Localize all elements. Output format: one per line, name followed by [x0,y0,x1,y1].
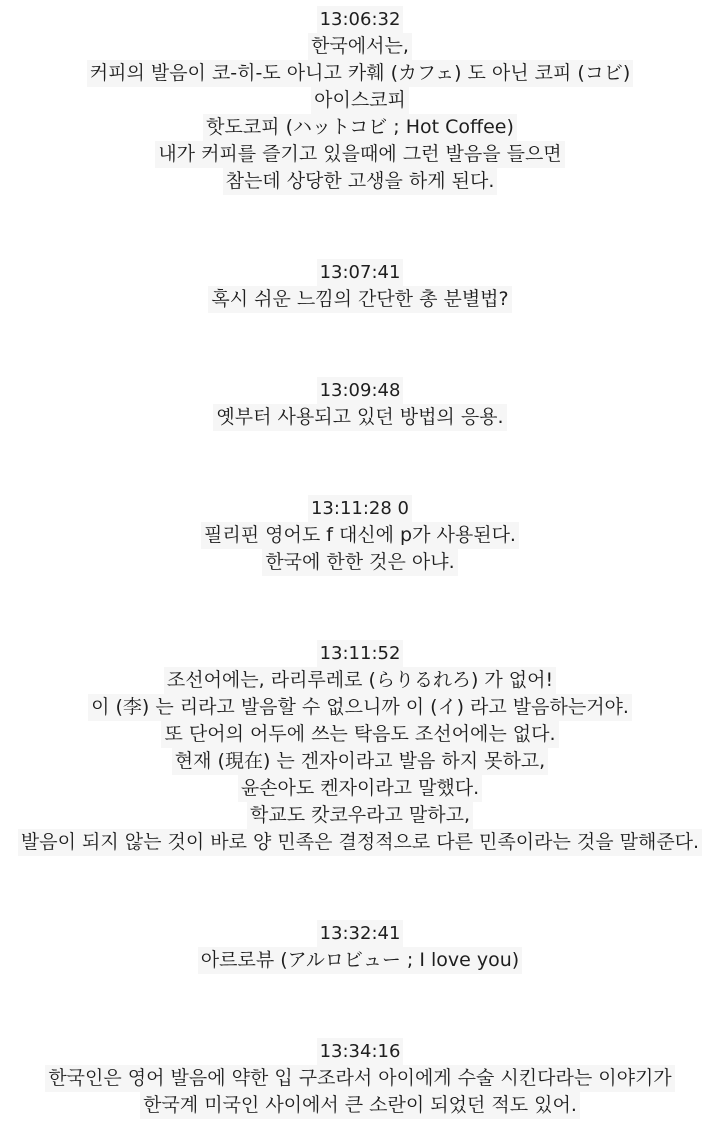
post-timestamp [0,259,720,286]
post-line-text: 발음이 되지 않는 것이 바로 양 민족은 결정적으로 다른 민족이라는 것을 말해준다. [18,829,702,856]
post-line-text: 이 (李) 는 리라고 발음할 수 없으니까 이 (イ) 라고 발음하는거야. [88,694,632,721]
post-line [0,947,720,974]
post-line [0,141,720,168]
post-line [0,802,720,829]
post-line [0,1065,720,1092]
post-timestamp [0,495,720,522]
post-line [0,404,720,431]
post-line-text: 아이스코피 [311,87,409,114]
post-timestamp-text: 13:07:41 [317,259,404,286]
post-line-text: 필리핀 영어도 f 대신에 p가 사용된다. [201,522,519,549]
post-timestamp-text: 13:06:32 [317,6,404,33]
post-line [0,775,720,802]
post-line [0,87,720,114]
post-line [0,667,720,694]
post [0,640,720,856]
post [0,495,720,576]
post [0,259,720,313]
post-line [0,748,720,775]
post-line-text: 학교도 캇코우라고 말하고, [247,802,473,829]
post-timestamp [0,377,720,404]
post-line [0,549,720,576]
post-timestamp-text: 13:32:41 [317,920,404,947]
post-line-text: 아르로뷰 (アルロビュー ; I love you) [198,947,522,974]
post-line [0,694,720,721]
post-timestamp-text: 13:34:16 [317,1038,404,1065]
post-timestamp [0,920,720,947]
post-line-text: 한국계 미국인 사이에서 큰 소란이 되었던 적도 있어. [140,1092,580,1119]
post-timestamp-text: 13:11:52 [317,640,404,667]
post-timestamp [0,6,720,33]
post-line [0,721,720,748]
post [0,6,720,195]
post-line-text: 현재 (現在) 는 겐자이라고 발음 하지 못하고, [172,748,548,775]
post-line-text: 또 단어의 어두에 쓰는 탁음도 조선어에는 없다. [161,721,558,748]
post-line-text: 핫도코피 (ハットコビ ; Hot Coffee) [203,114,517,141]
post-line-text: 윤손아도 켄자이라고 말했다. [238,775,482,802]
post-timestamp [0,1038,720,1065]
post [0,1038,720,1119]
post-timestamp-text: 13:11:28 0 [308,495,412,522]
post-line-text: 참는데 상당한 고생을 하게 된다. [223,168,498,195]
post-line-text: 혹시 쉬운 느낌의 간단한 총 분별법? [208,286,511,313]
post-line-text: 한국에 한한 것은 아냐. [262,549,457,576]
post-timestamp-text: 13:09:48 [317,377,404,404]
post-line-text: 내가 커피를 즐기고 있을때에 그런 발음을 들으면 [155,141,564,168]
post-line [0,1092,720,1119]
post-line-text: 조선어에는, 라리루레로 (らりるれろ) 가 없어! [164,667,556,694]
post-line [0,33,720,60]
post-timestamp [0,640,720,667]
post-line-text: 옛부터 사용되고 있던 방법의 응용. [213,404,506,431]
post-line [0,286,720,313]
post-line [0,114,720,141]
post-line [0,168,720,195]
post-line [0,829,720,856]
post-line-text: 한국인은 영어 발음에 약한 입 구조라서 아이에게 수술 시킨다라는 이야기가 [45,1065,674,1092]
post-line-text: 커피의 발음이 코-히-도 아니고 카훼 (カフェ) 도 아닌 코피 (コビ) [87,60,634,87]
post-line [0,60,720,87]
post [0,920,720,974]
post [0,377,720,431]
post-line [0,522,720,549]
post-line-text: 한국에서는, [308,33,412,60]
